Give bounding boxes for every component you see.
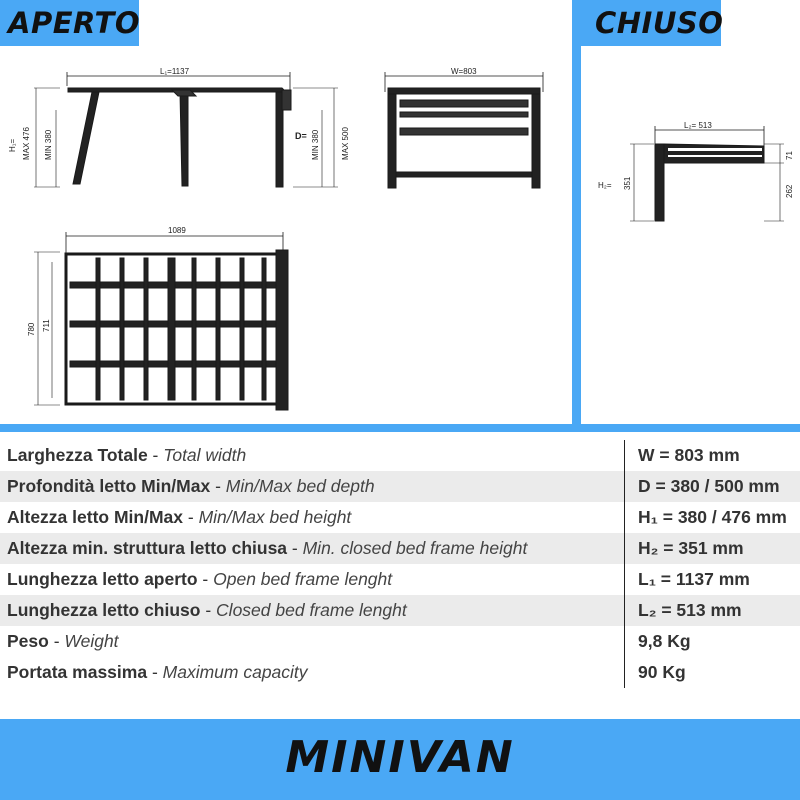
open-front-view <box>385 72 543 188</box>
section-divider-horizontal <box>0 424 800 432</box>
spec-sep: - <box>147 662 163 682</box>
dim-262-label: 262 <box>785 184 794 198</box>
spec-value: 9,8 Kg <box>638 631 691 651</box>
spec-label-en: Total width <box>163 445 247 465</box>
spec-sep: - <box>210 476 226 496</box>
spec-row <box>0 657 800 688</box>
spec-label-it: Lunghezza letto chiuso <box>7 600 201 620</box>
spec-value: L₂ = 513 mm <box>638 600 742 620</box>
spec-row <box>0 533 800 564</box>
spec-label-en: Closed bed frame lenght <box>216 600 407 620</box>
dim-min380b-label: MIN 380 <box>311 129 320 160</box>
spec-sep: - <box>287 538 303 558</box>
dim-w-label: W=803 <box>451 67 477 76</box>
footer-banner <box>0 719 800 800</box>
dim-min380-label: MIN 380 <box>44 129 53 160</box>
dim-1089-label: 1089 <box>168 226 186 235</box>
spec-label-en: Min/Max bed height <box>198 507 352 527</box>
spec-sep: - <box>200 600 217 620</box>
dim-h2-label: H₂= <box>598 181 612 190</box>
spec-sep: - <box>48 631 65 651</box>
spec-value: H₂ = 351 mm <box>638 538 744 558</box>
open-section-tag: APERTO <box>0 0 139 46</box>
spec-label-en: Min. closed bed frame height <box>302 538 528 558</box>
spec-table <box>0 440 800 688</box>
spec-value: H₁ = 380 / 476 mm <box>638 507 787 527</box>
spec-sep: - <box>197 569 214 589</box>
closed-section-tag: CHIUSO <box>581 0 721 46</box>
open-top-view <box>34 232 288 410</box>
table-column-divider <box>624 440 625 688</box>
dim-71-label: 71 <box>785 151 794 160</box>
dim-711-label: 711 <box>42 319 51 332</box>
spec-value: W = 803 mm <box>638 445 740 465</box>
spec-label-it: Larghezza Totale <box>7 445 148 465</box>
spec-row <box>0 471 800 502</box>
open-side-view <box>34 72 338 187</box>
spec-sep: - <box>183 507 199 527</box>
closed-side-view <box>630 126 784 221</box>
spec-row <box>0 626 800 657</box>
spec-label-it: Portata massima <box>7 662 148 682</box>
dim-max500-label: MAX 500 <box>341 127 350 160</box>
spec-label-it: Altezza letto Min/Max <box>7 507 183 527</box>
spec-row <box>0 502 800 533</box>
spec-value: 90 Kg <box>638 662 686 682</box>
section-divider-vertical <box>572 0 581 430</box>
spec-label-en: Weight <box>64 631 119 651</box>
dim-max476-label: MAX 476 <box>22 127 31 160</box>
dim-h1-label: H₁= <box>8 138 17 152</box>
spec-value: L₁ = 1137 mm <box>638 569 750 589</box>
spec-label-en: Open bed frame lenght <box>213 569 393 589</box>
spec-label-en: Min/Max bed depth <box>225 476 375 496</box>
spec-label-it: Peso <box>7 631 49 651</box>
spec-sep: - <box>147 445 164 465</box>
spec-label-it: Lunghezza letto aperto <box>7 569 198 589</box>
dim-l1-label: L₁=1137 <box>160 67 190 76</box>
dim-l2-label: L₂= 513 <box>684 121 712 130</box>
spec-label-it: Altezza min. struttura letto chiusa <box>7 538 288 558</box>
product-title: MINIVAN <box>285 732 515 783</box>
dim-351-label: 351 <box>623 176 632 190</box>
dim-780-label: 780 <box>27 322 36 336</box>
spec-row <box>0 440 800 471</box>
spec-row <box>0 595 800 626</box>
dim-d-label: D= <box>295 131 307 141</box>
spec-value: D = 380 / 500 mm <box>638 476 780 496</box>
spec-label-it: Profondità letto Min/Max <box>7 476 211 496</box>
spec-label-en: Maximum capacity <box>162 662 308 682</box>
spec-row <box>0 564 800 595</box>
